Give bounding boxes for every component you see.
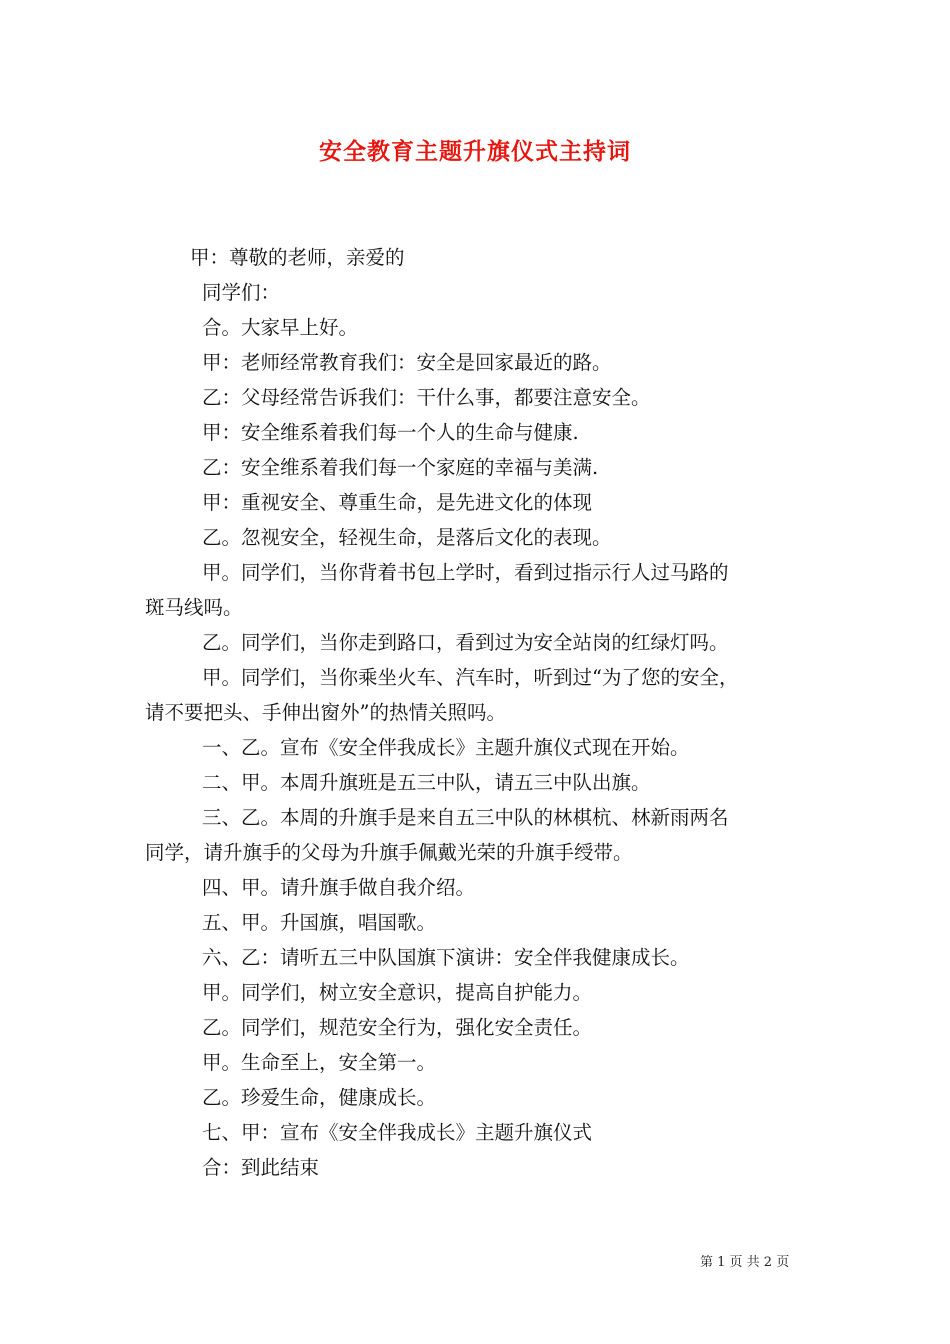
paragraph-line: 二、甲。本周升旗班是五三中队，请五三中队出旗。 xyxy=(202,771,651,794)
paragraph-line: 一、乙。宣布《安全伴我成长》主题升旗仪式现在开始。 xyxy=(202,736,690,759)
paragraph-line: 合：到此结束 xyxy=(202,1156,320,1179)
paragraph-line: 斑马线吗。 xyxy=(145,596,243,619)
paragraph-line: 乙：父母经常告诉我们：干什么事，都要注意安全。 xyxy=(202,386,651,409)
paragraph-line: 乙：安全维系着我们每一个家庭的幸福与美满. xyxy=(202,456,599,479)
paragraph-line: 甲。同学们，当你乘坐火车、汽车时，听到过“为了您的安全， xyxy=(202,666,739,689)
paragraph-line: 甲。同学们，当你背着书包上学时，看到过指示行人过马路的 xyxy=(202,561,729,584)
paragraph-line: 四、甲。请升旗手做自我介绍。 xyxy=(202,876,476,899)
paragraph-line: 请不要把头、手伸出窗外”的热情关照吗。 xyxy=(145,701,506,724)
paragraph-line: 甲：重视安全、尊重生命，是先进文化的体现 xyxy=(202,491,593,514)
paragraph-line: 三、乙。本周的升旗手是来自五三中队的林棋杭、林新雨两名 xyxy=(202,806,729,829)
paragraph-line: 乙。忽视安全，轻视生命，是落后文化的表现。 xyxy=(202,526,612,549)
paragraph-line: 甲。同学们，树立安全意识，提高自护能力。 xyxy=(202,981,593,1004)
paragraph-line: 乙。同学们，规范安全行为，强化安全责任。 xyxy=(202,1016,593,1039)
paragraph-line: 六、乙：请听五三中队国旗下演讲：安全伴我健康成长。 xyxy=(202,946,690,969)
document-body xyxy=(145,240,815,1185)
paragraph-line: 乙。同学们，当你走到路口，看到过为安全站岗的红绿灯吗。 xyxy=(202,631,729,654)
paragraph-line: 乙。珍爱生命，健康成长。 xyxy=(202,1086,437,1109)
paragraph-line: 甲：老师经常教育我们：安全是回家最近的路。 xyxy=(202,351,612,374)
document-title: 安全教育主题升旗仪式主持词 xyxy=(319,138,631,165)
paragraph-line: 同学们： xyxy=(202,281,281,304)
paragraph-line: 五、甲。升国旗，唱国歌。 xyxy=(202,911,437,934)
paragraph-line: 甲：尊敬的老师，亲爱的 xyxy=(190,246,405,269)
paragraph-line: 七、甲：宣布《安全伴我成长》主题升旗仪式 xyxy=(202,1121,593,1144)
page-number-footer: 第 1 页 共 2 页 xyxy=(700,1255,790,1270)
paragraph-line: 甲：安全维系着我们每一个人的生命与健康. xyxy=(202,421,579,444)
paragraph-line: 合。大家早上好。 xyxy=(202,316,359,339)
paragraph-line: 同学，请升旗手的父母为升旗手佩戴光荣的升旗手绶带。 xyxy=(145,841,633,864)
paragraph-line: 甲。生命至上，安全第一。 xyxy=(202,1051,437,1074)
